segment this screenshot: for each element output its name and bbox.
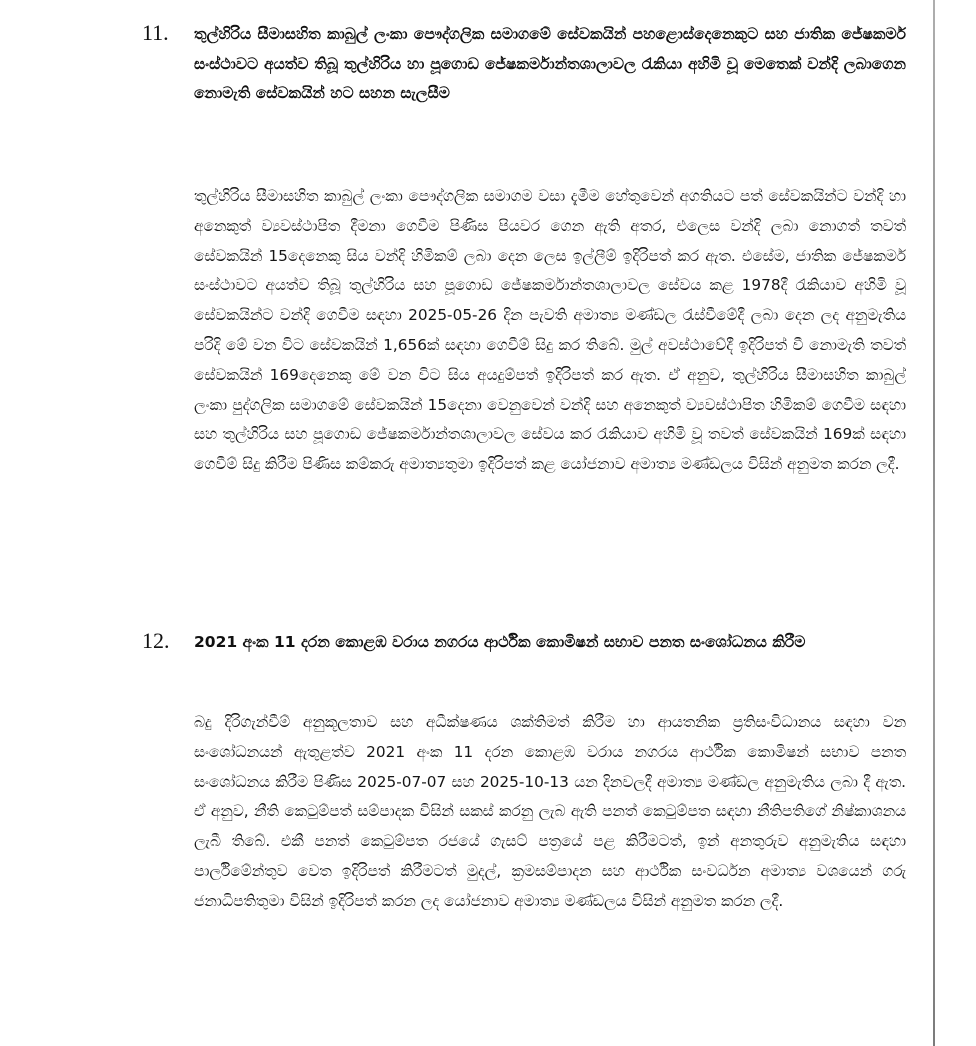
item-number: 12. <box>142 628 170 653</box>
scanned-page-edge <box>933 0 935 1046</box>
section-heading: තුල්හිරිය සීමාසහිත කාබුල් ලංකා පෞද්ගලික සමාගමේ සේවකයින් පහළොස්දෙනෙකුට සහ ජාතික ජේෂකර්ම සංස්ථාවට අයත්ව තිබූ තුල්හිරිය හා පූගොඩ ජේෂකර්මාන්තශාලාවල රැකියා අහිමි වූ මෙතෙක් වන්දි ලබාගෙන නොමැති සේවකයින් හට සහන සැලසීම <box>194 25 906 102</box>
section-body: බදු දිරිගැන්වීම් අනුකූලතාව සහ අධීක්ෂණය ශක්තිමත් කිරීම හා ආයතනික ප්‍රතිසංවිධානය සඳහා වන සංශෝධනයන් ඇතුළත්ව 2021 අංක 11 දරන කොළඹ වරාය නගරය ආර්ථික කොමිෂන් සභාව පනත සංශෝධනය කිරීම පිණිස 2025-07-07 සහ 2025-10-13 යන දිනවලදී අමාත්‍ය මණ්ඩල අනුමැතිය ලබා දී ඇත. ඒ අනුව, නීති කෙටුම්පත් සම්පාදක විසින් සකස් කරනු ලැබ ඇති පනත් කෙටුම්පත සඳහා නීතිපතිගේ නිෂ්කාශනය ලැබී තිබේ. එකී පනත් කෙටුම්පත රජයේ ගැසට් පත්‍රයේ පළ කිරීමටත්, ඉන් අනතුරුව අනුමැතිය සඳහා පාර්ලිමේන්තුව වෙත ඉදිරිපත් කිරීමටත් මුදල්, ක්‍රමසම්පාදන සහ ආර්ථික සංවර්ධන අමාත්‍ය වශයෙන් ගරු ජනාධිපතිතුමා විසින් ඉදිරිපත් කරන ලද යෝජනාව අමාත්‍ය මණ්ඩලය විසින් අනුමත කරන ලදී. <box>194 713 906 910</box>
item-number: 11. <box>142 20 169 45</box>
section-heading: 2021 අංක 11 දරන කොළඹ වරාය නගරය ආර්ථික කොමිෂන් සභාව පනත සංශෝධනය කිරීම <box>194 633 806 651</box>
section-body: තුල්හිරිය සීමාසහිත කාබුල් ලංකා පෞද්ගලික සමාගම වසා දැමීම හේතුවෙන් අගතියට පත් සේවකයින්ට වන්දි හා අනෙකුත් ව්‍යවස්ථාපිත දීමනා ගෙවීම පිණිස පියවර ගෙන ඇති අතර, එලෙස වන්දි ලබා නොගත් තවත් සේවකයින් 15දෙනෙකු සිය වන්දි හිමිකම් ලබා දෙන ලෙස ඉල්ලීම් ඉදිරිපත් කර ඇත. එසේම, ජාතික ජේෂකර්ම සංස්ථාවට අයත්ව තිබූ තුල්හිරිය සහ පූගොඩ ජේෂකර්මාන්තශාලාවල සේවය කළ 1978දී රැකියාව අහිමි වූ සේවකයින්ට වන්දි ගෙවීම සඳහා 2025-05-26 දින පැවති අමාත්‍ය මණ්ඩල රැස්වීමේදී ලබා දෙන ලද අනුමැතිය පරිදි මේ වන විට සේවකයින් 1,656ක් සඳහා ගෙවීම් සිදු කර තිබේ. මුල් අවස්ථාවේදී ඉදිරිපත් වී නොමැති තවත් සේවකයින් 169දෙනෙකු මේ වන විට සිය අයදුම්පත් ඉදිරිපත් කර ඇත. ඒ අනුව, තුල්හිරිය සීමාසහිත කාබුල් ලංකා පුද්ගලික සමාගමේ සේවකයින් 15දෙනා වෙනුවෙන් වන්දි සහ අනෙකුත් ව්‍යවස්ථාපිත හිමිකම් ගෙවීම සඳහා සහ තුල්හිරිය සහ පූගොඩ ජේෂකර්මාන්තශාලාවල සේවය කර රැකියාව අහිමි වූ තවත් සේවකයින් 169ක් සඳහා ගෙවීම් සිදු කිරීම පිණිස කම්කරු අමාත්‍යතුමා ඉදිරිපත් කළ යෝජනාව අමාත්‍ය මණ්ඩලය විසින් අනුමත කරන ලදී. <box>194 187 906 474</box>
